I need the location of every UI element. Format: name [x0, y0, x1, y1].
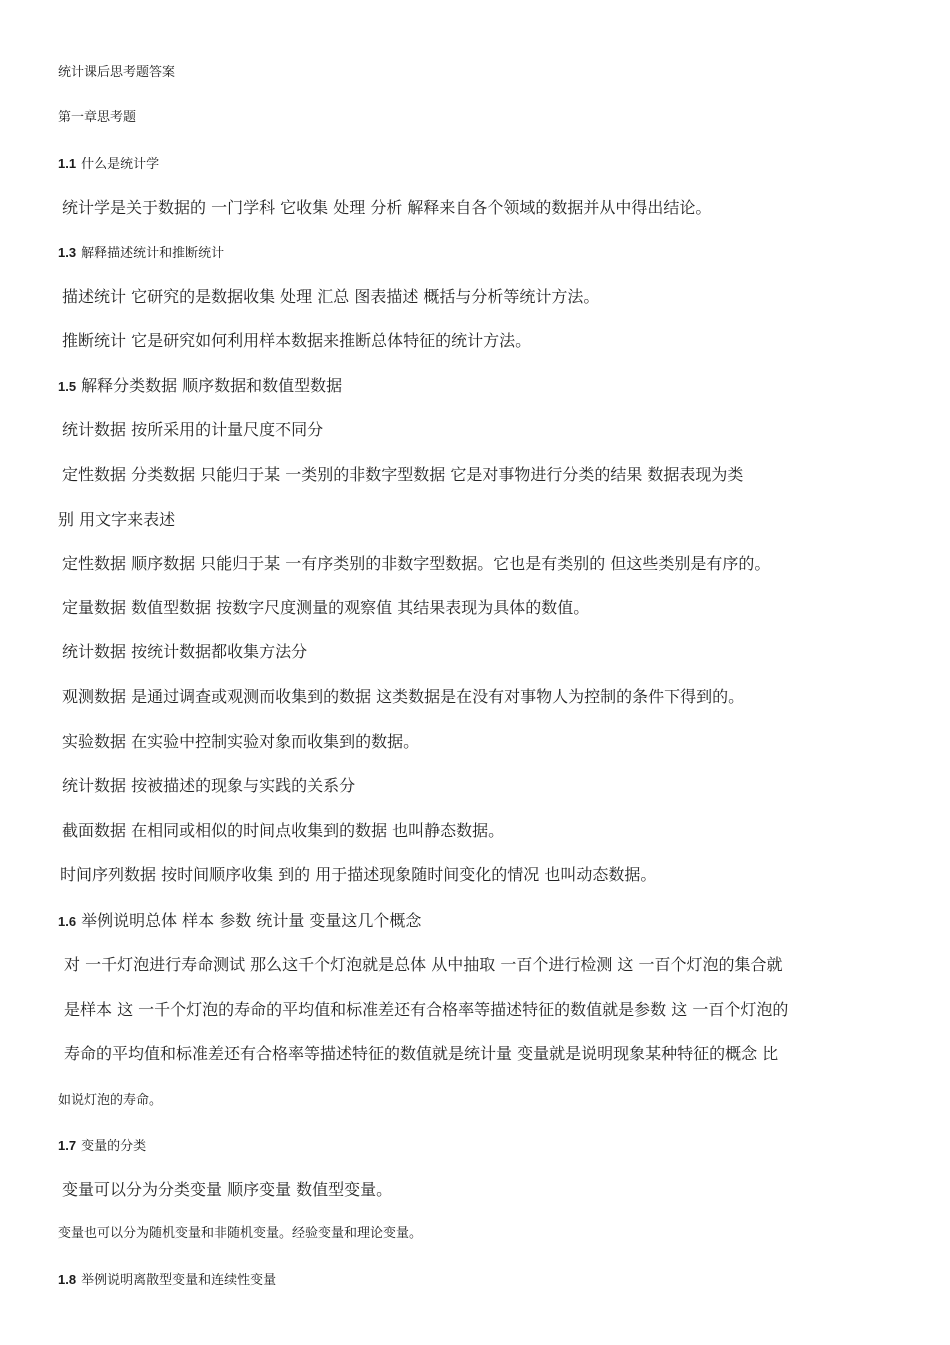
- paragraph-line: 寿命的平均值和标准差还有合格率等描述特征的数值就是统计量 变量就是说明现象某种特征的概念 比: [64, 1044, 779, 1063]
- paragraph-line: 是样本 这 一千个灯泡的寿命的平均值和标准差还有合格率等描述特征的数值就是参数 这 一百个灯泡的: [64, 1000, 789, 1019]
- paragraph-line: 别 用文字来表述: [58, 510, 176, 529]
- paragraph-line: 统计数据 按统计数据都收集方法分: [62, 642, 308, 661]
- paragraph-line: 定性数据 分类数据 只能归于某 一类别的非数字型数据 它是对事物进行分类的结果 数据表现为类: [62, 465, 744, 484]
- question-heading-1-1: [58, 157, 159, 171]
- question-heading-1-6: [58, 913, 421, 929]
- question-number: 1.7: [58, 1138, 77, 1153]
- question-heading-1-5: [58, 378, 342, 394]
- question-heading-1-7: [58, 1139, 146, 1153]
- paragraph-line: 统计数据 按所采用的计量尺度不同分: [62, 420, 324, 439]
- question-text: 举例说明离散型变量和连续性变量: [81, 1273, 277, 1288]
- paragraph-line: 变量可以分为分类变量 顺序变量 数值型变量。: [62, 1180, 393, 1199]
- question-text: 解释分类数据 顺序数据和数值型数据: [81, 376, 343, 395]
- paragraph-line: 统计学是关于数据的 一门学科 它收集 处理 分析 解释来自各个领域的数据并从中得出结论。: [62, 198, 712, 217]
- paragraph-line: 如说灯泡的寿命。: [58, 1093, 163, 1108]
- paragraph-line: 统计数据 按被描述的现象与实践的关系分: [62, 776, 356, 795]
- paragraph-line: 对 一千灯泡进行寿命测试 那么这千个灯泡就是总体 从中抽取 一百个进行检测 这 一百个灯泡的集合就: [64, 955, 783, 974]
- paragraph-line: 定性数据 顺序数据 只能归于某 一有序类别的非数字型数据。它也是有类别的 但这些类别是有序的。: [62, 554, 771, 573]
- paragraph-line: 实验数据 在实验中控制实验对象而收集到的数据。: [62, 732, 420, 751]
- question-text: 举例说明总体 样本 参数 统计量 变量这几个概念: [81, 911, 422, 930]
- question-number: 1.3: [58, 245, 77, 260]
- question-heading-1-3: [58, 246, 224, 260]
- document-title: 统计课后思考题答案: [58, 65, 176, 80]
- question-text: 什么是统计学: [81, 157, 160, 172]
- question-number: 1.1: [58, 156, 77, 171]
- question-number: 1.6: [58, 914, 77, 929]
- paragraph-line: 观测数据 是通过调查或观测而收集到的数据 这类数据是在没有对事物人为控制的条件下得到的。: [62, 687, 745, 706]
- question-text: 解释描述统计和推断统计: [81, 246, 225, 261]
- paragraph-line: 变量也可以分为随机变量和非随机变量。经验变量和理论变量。: [58, 1226, 423, 1241]
- question-number: 1.8: [58, 1272, 77, 1287]
- paragraph-line: 时间序列数据 按时间顺序收集 到的 用于描述现象随时间变化的情况 也叫动态数据。: [60, 865, 657, 884]
- paragraph-line: 描述统计 它研究的是数据收集 处理 汇总 图表描述 概括与分析等统计方法。: [62, 287, 600, 306]
- question-text: 变量的分类: [81, 1139, 147, 1154]
- question-number: 1.5: [58, 379, 77, 394]
- paragraph-line: 推断统计 它是研究如何利用样本数据来推断总体特征的统计方法。: [62, 331, 532, 350]
- paragraph-line: 截面数据 在相同或相似的时间点收集到的数据 也叫静态数据。: [62, 821, 505, 840]
- question-heading-1-8: [58, 1273, 276, 1287]
- chapter-heading: 第一章思考题: [58, 110, 137, 125]
- paragraph-line: 定量数据 数值型数据 按数字尺度测量的观察值 其结果表现为具体的数值。: [62, 598, 590, 617]
